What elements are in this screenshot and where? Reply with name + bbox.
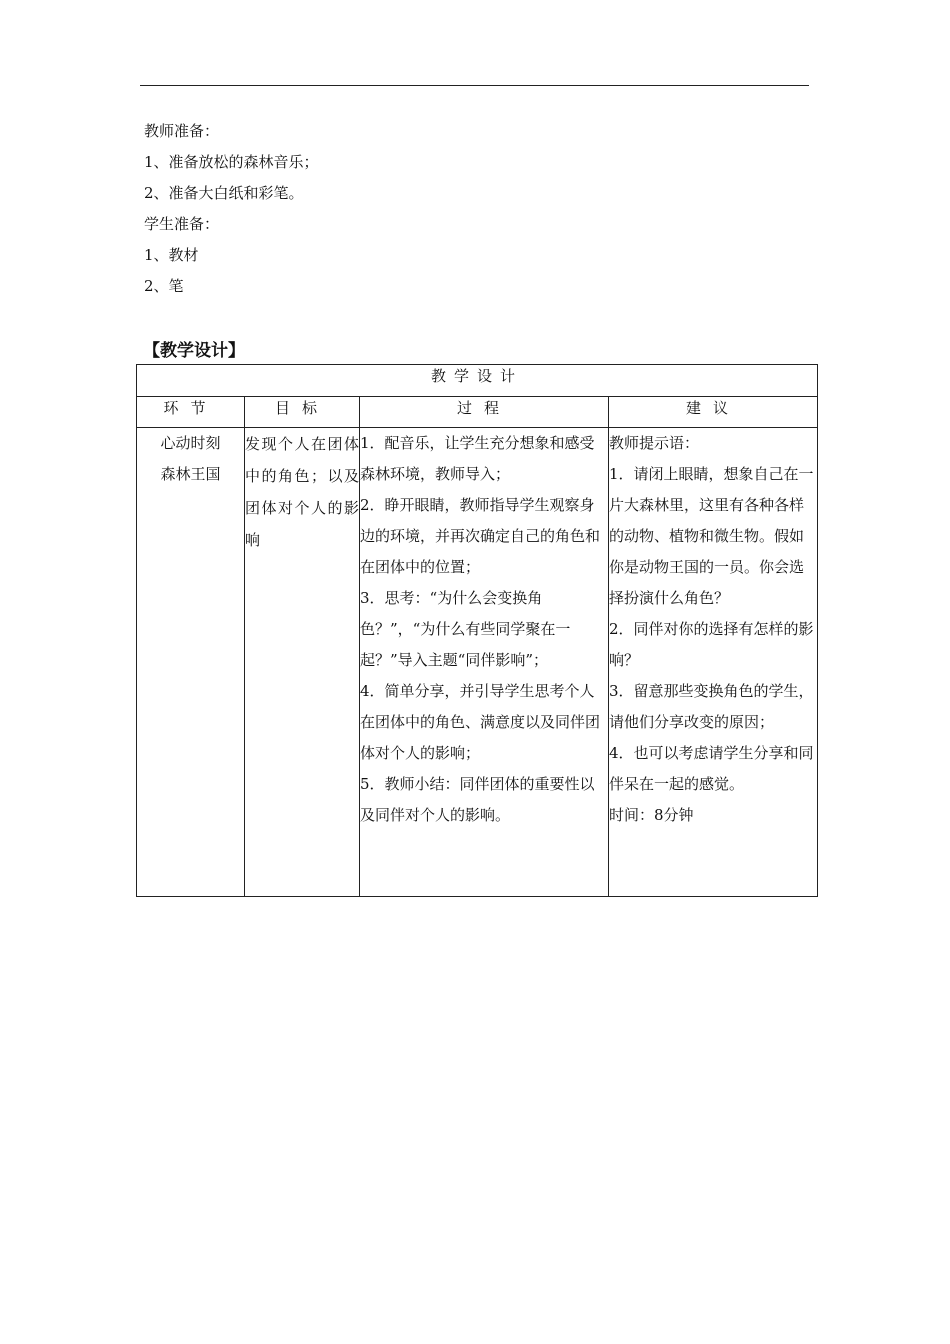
header-process: 过程 (360, 397, 609, 428)
teacher-prep-item: 2、准备大白纸和彩笔。 (144, 184, 304, 202)
teacher-prep-heading: 教师准备： (144, 122, 220, 140)
suggestion-item: 教师提示语： (609, 434, 700, 452)
preparation-section (144, 120, 319, 306)
teaching-design-table (136, 364, 818, 897)
process-step: 3．思考：“为什么会变换角色？”，“为什么有些同学聚在一起？”导入主题“同伴影响”； (360, 589, 571, 669)
header-suggestion: 建议 (609, 397, 818, 428)
table-row (137, 428, 818, 897)
suggestion-item: 时间：8分钟 (609, 806, 694, 824)
table-header-row (137, 397, 818, 428)
suggestion-cell (609, 428, 818, 897)
student-prep-heading: 学生准备： (144, 215, 220, 233)
header-rule (140, 85, 809, 86)
process-step: 5．教师小结：同伴团体的重要性以及同伴对个人的影响。 (360, 775, 595, 824)
stage-cell (137, 428, 245, 897)
suggestion-item: 2．同伴对你的选择有怎样的影响？ (609, 620, 814, 669)
student-prep-item: 1、教材 (144, 246, 199, 264)
header-stage: 环节 (137, 397, 245, 428)
suggestion-item: 1．请闭上眼睛，想象自己在一片大森林里，这里有各种各样的动物、植物和微生物。假如你是动物王国的一员。你会选择扮演什么角色？ (609, 465, 814, 607)
teacher-prep-item: 1、准备放松的森林音乐； (144, 153, 319, 171)
header-goal: 目标 (245, 397, 360, 428)
process-step: 1．配音乐，让学生充分想象和感受森林环境，教师导入； (360, 434, 595, 483)
table-title-row (137, 365, 818, 397)
process-step: 4．简单分享，并引导学生思考个人在团体中的角色、满意度以及同伴团体对个人的影响； (360, 682, 601, 762)
suggestion-item: 4．也可以考虑请学生分享和同伴呆在一起的感觉。 (609, 744, 814, 793)
stage-line: 心动时刻 (160, 434, 221, 452)
goal-cell (245, 428, 360, 897)
suggestion-item: 3．留意那些变换角色的学生，请他们分享改变的原因； (609, 682, 814, 731)
section-title: 【教学设计】 (143, 341, 245, 361)
table-title: 教学设计 (137, 365, 818, 397)
process-cell (360, 428, 609, 897)
student-prep-item: 2、笔 (144, 277, 184, 295)
process-step: 2．睁开眼睛，教师指导学生观察身边的环境，并再次确定自己的角色和在团体中的位置； (360, 496, 601, 576)
stage-line: 森林王国 (160, 465, 221, 483)
goal-text: 发现个人在团体中的角色；以及团体对个人的影响 (245, 435, 359, 549)
